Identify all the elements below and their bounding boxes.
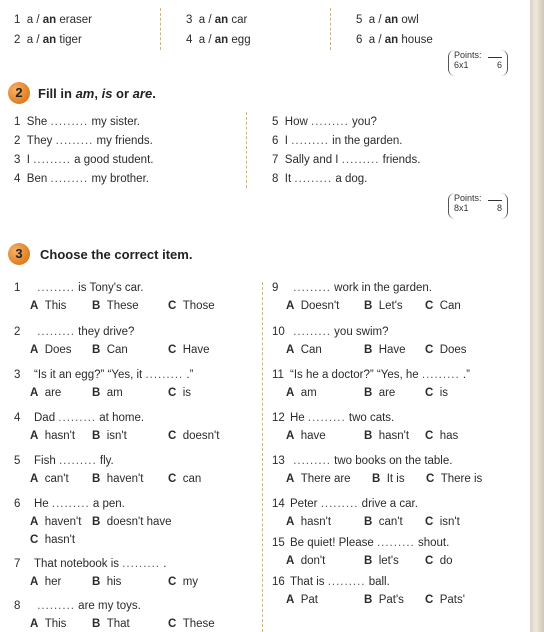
question-text: “Is he a doctor?” “Yes, he	[290, 369, 419, 381]
option-letter: C	[168, 618, 177, 630]
exercise-number-badge: 3	[8, 243, 30, 265]
question-number: 9	[272, 282, 279, 294]
ex3-option-16-c	[425, 593, 465, 607]
ex3-option-2-b	[92, 343, 128, 357]
option-letter: A	[30, 516, 39, 528]
option-letter: C	[425, 594, 434, 606]
ex3-option-14-b	[364, 515, 403, 529]
option-text: can't	[44, 473, 69, 485]
option-text: haven't	[106, 473, 144, 485]
option-text: am	[106, 387, 123, 399]
question-number: 13	[272, 455, 285, 467]
option-text: Can	[439, 300, 461, 312]
question-text: ball.	[368, 576, 390, 588]
question-text: That is	[290, 576, 325, 588]
ex3-option-9-c	[425, 299, 461, 313]
ex3-question-5	[14, 454, 114, 468]
question-text: “Is it an egg?” “Yes, it	[34, 369, 143, 381]
option-text: Pat	[300, 594, 318, 606]
option-letter: A	[286, 430, 295, 442]
ex3-option-3-a	[30, 386, 61, 400]
option-letter: B	[92, 430, 101, 442]
ex3-option-10-c	[425, 343, 467, 357]
option-letter: C	[168, 430, 177, 442]
option-letter: A	[286, 516, 295, 528]
ex2-item-3: 3 I ......... a good student.	[14, 154, 154, 166]
answer-blank: .........	[58, 455, 97, 467]
question-number: 4	[14, 412, 21, 424]
option-text: hasn't	[44, 534, 76, 546]
answer-blank: .........	[293, 282, 331, 294]
ex3-option-11-c	[425, 386, 448, 400]
question-number: 16	[272, 576, 285, 588]
option-letter: B	[364, 516, 373, 528]
ex3-option-4-b	[92, 429, 127, 443]
option-text: her	[44, 576, 62, 588]
ex3-option-12-c	[425, 429, 458, 443]
question-number: 8	[14, 600, 21, 612]
option-text: Have	[182, 344, 210, 356]
ex3-option-5-a	[30, 472, 69, 486]
option-letter: B	[364, 300, 373, 312]
column-divider	[262, 282, 263, 632]
question-text: work in the garden.	[334, 282, 432, 294]
ex3-option-6-c	[30, 533, 75, 547]
question-number: 14	[272, 498, 285, 510]
ex3-option-4-c	[168, 429, 219, 443]
ex3-option-10-b	[364, 343, 406, 357]
option-text: This	[44, 300, 67, 312]
answer-blank: .........	[37, 282, 75, 294]
ex3-question-16	[272, 575, 390, 589]
question-text: you swim?	[334, 326, 389, 338]
answer-blank: .........	[37, 600, 75, 612]
ex3-option-16-b	[364, 593, 404, 607]
option-letter: C	[30, 534, 39, 546]
question-text: drive a car.	[361, 498, 418, 510]
option-text: are	[378, 387, 396, 399]
answer-blank: .........	[293, 455, 331, 467]
question-text: That notebook is	[34, 558, 120, 570]
option-letter: C	[425, 430, 434, 442]
ex3-option-14-c	[425, 515, 460, 529]
option-letter: A	[286, 555, 295, 567]
ex3-option-7-a	[30, 575, 61, 589]
ex3-question-4	[14, 411, 144, 425]
ex3-option-11-b	[364, 386, 395, 400]
ex3-question-12	[272, 411, 394, 425]
option-letter: C	[168, 387, 177, 399]
ex3-option-8-b	[92, 617, 130, 631]
option-text: can't	[378, 516, 403, 528]
ex3-option-13-a	[286, 472, 351, 486]
ex3-option-8-c	[168, 617, 215, 631]
option-letter: C	[425, 555, 434, 567]
ex3-option-15-c	[425, 554, 453, 568]
column-divider	[160, 8, 161, 50]
ex3-option-5-b	[92, 472, 143, 486]
answer-blank: .........	[307, 412, 346, 424]
option-letter: B	[92, 576, 101, 588]
ex3-option-6-b	[92, 515, 172, 529]
answer-blank: .........	[37, 326, 75, 338]
option-text: isn't	[439, 516, 460, 528]
ex3-question-14	[272, 497, 418, 511]
option-text: There is	[440, 473, 483, 485]
answer-blank: .........	[293, 326, 331, 338]
ex2-item-1: 1 She ......... my sister.	[14, 116, 140, 128]
option-text: Pats'	[439, 594, 465, 606]
option-text: Those	[182, 300, 215, 312]
question-number: 5	[14, 455, 21, 467]
top-item-4: 4 a / an egg	[186, 34, 251, 46]
question-text: are my toys.	[78, 600, 141, 612]
ex3-question-11	[272, 368, 470, 382]
option-text: hasn't	[378, 430, 410, 442]
ex2-item-2: 2 They ......... my friends.	[14, 135, 153, 147]
ex3-option-13-c	[426, 472, 482, 486]
ex3-option-5-c	[168, 472, 201, 486]
option-text: These	[106, 300, 139, 312]
option-text: Can	[106, 344, 128, 356]
option-text: Pat's	[378, 594, 404, 606]
option-letter: C	[425, 387, 434, 399]
top-item-2: 2 a / an tiger	[14, 34, 82, 46]
question-number: 1	[14, 282, 21, 294]
answer-blank: .........	[58, 412, 97, 424]
points-box: Points: 6x1 6	[448, 50, 508, 76]
ex3-option-11-a	[286, 386, 317, 400]
answer-blank: .........	[320, 498, 359, 510]
question-text: He	[34, 498, 49, 510]
question-number: 3	[14, 369, 21, 381]
option-text: doesn't have	[106, 516, 172, 528]
question-text: Fish	[34, 455, 56, 467]
option-letter: B	[92, 387, 101, 399]
answer-blank: .........	[376, 537, 415, 549]
ex3-question-8	[14, 599, 141, 613]
answer-blank: .........	[145, 369, 184, 381]
option-letter: C	[168, 473, 177, 485]
exercise-title: Fill in am, is or are.	[38, 86, 156, 101]
option-text: my	[182, 576, 199, 588]
answer-blank: .........	[421, 369, 460, 381]
ex3-option-1-c	[168, 299, 215, 313]
option-text: There are	[300, 473, 351, 485]
option-text: let's	[378, 555, 399, 567]
option-text: have	[300, 430, 326, 442]
question-number: 7	[14, 558, 21, 570]
option-letter: B	[92, 300, 101, 312]
option-text: It is	[386, 473, 405, 485]
question-number: 12	[272, 412, 285, 424]
option-letter: A	[30, 618, 39, 630]
question-text: two books on the table.	[334, 455, 453, 467]
ex3-option-9-a	[286, 299, 339, 313]
option-letter: B	[92, 473, 101, 485]
option-letter: C	[168, 576, 177, 588]
option-text: haven't	[44, 516, 82, 528]
ex3-option-1-b	[92, 299, 139, 313]
option-letter: B	[364, 344, 373, 356]
exercise-title: Choose the correct item.	[40, 247, 193, 262]
ex2-item-5: 5 How ......... you?	[272, 116, 377, 128]
exercise-number-badge: 2	[8, 82, 30, 104]
column-divider	[330, 8, 331, 50]
option-letter: A	[286, 387, 295, 399]
option-letter: A	[286, 300, 295, 312]
question-text: a pen.	[92, 498, 125, 510]
ex3-question-9	[272, 281, 432, 295]
option-letter: A	[30, 576, 39, 588]
option-text: am	[300, 387, 317, 399]
option-text: do	[439, 555, 453, 567]
top-item-1: 1 a / an eraser	[14, 14, 92, 26]
option-letter: B	[92, 516, 101, 528]
option-text: Does	[44, 344, 72, 356]
question-number: 11	[272, 369, 284, 381]
question-text: .”	[186, 369, 194, 381]
option-letter: B	[364, 387, 373, 399]
ex3-option-7-c	[168, 575, 198, 589]
ex3-question-6	[14, 497, 125, 511]
ex3-option-9-b	[364, 299, 403, 313]
ex3-option-2-c	[168, 343, 210, 357]
ex3-option-3-c	[168, 386, 191, 400]
ex3-question-13	[272, 454, 452, 468]
option-text: isn't	[106, 430, 127, 442]
question-text: Peter	[290, 498, 318, 510]
option-text: his	[106, 576, 122, 588]
option-text: That	[106, 618, 130, 630]
question-number: 6	[14, 498, 21, 510]
option-letter: C	[168, 300, 177, 312]
question-text: .	[163, 558, 167, 570]
answer-blank: .........	[51, 498, 90, 510]
points-box: Points: 8x1 8	[448, 193, 508, 219]
option-text: hasn't	[44, 430, 76, 442]
option-letter: A	[286, 594, 295, 606]
option-text: hasn't	[300, 516, 332, 528]
ex3-question-3	[14, 368, 193, 382]
option-letter: A	[30, 344, 39, 356]
question-text: is Tony's car.	[78, 282, 144, 294]
option-letter: A	[30, 473, 39, 485]
option-text: Can	[300, 344, 322, 356]
ex3-question-1	[14, 281, 143, 295]
ex3-option-2-a	[30, 343, 72, 357]
option-text: Does	[439, 344, 467, 356]
ex3-question-7	[14, 557, 166, 571]
ex2-item-7: 7 Sally and I ......... friends.	[272, 154, 421, 166]
top-item-6: 6 a / an house	[356, 34, 433, 46]
question-text: at home.	[99, 412, 145, 424]
option-letter: A	[286, 473, 295, 485]
option-text: is	[439, 387, 449, 399]
option-text: has	[439, 430, 459, 442]
option-text: Let's	[378, 300, 403, 312]
option-text: don't	[300, 555, 326, 567]
option-letter: C	[425, 516, 434, 528]
ex3-option-3-b	[92, 386, 123, 400]
ex3-option-13-b	[372, 472, 405, 486]
option-letter: B	[372, 473, 381, 485]
ex3-option-12-a	[286, 429, 326, 443]
ex3-option-7-b	[92, 575, 121, 589]
option-letter: B	[92, 618, 101, 630]
ex3-option-15-b	[364, 554, 399, 568]
ex3-option-8-a	[30, 617, 66, 631]
top-item-5: 5 a / an owl	[356, 14, 419, 26]
ex3-question-10	[272, 325, 389, 339]
ex3-option-10-a	[286, 343, 322, 357]
answer-blank: .........	[327, 576, 366, 588]
option-text: These	[182, 618, 215, 630]
ex3-question-2	[14, 325, 134, 339]
option-letter: B	[364, 555, 373, 567]
column-divider	[246, 112, 247, 188]
question-number: 15	[272, 537, 285, 549]
option-text: are	[44, 387, 62, 399]
question-text: they drive?	[78, 326, 135, 338]
page-edge	[530, 0, 544, 632]
ex3-question-15	[272, 536, 449, 550]
question-text: Be quiet! Please	[290, 537, 374, 549]
ex3-option-12-b	[364, 429, 409, 443]
ex3-option-6-a	[30, 515, 81, 529]
option-letter: C	[168, 344, 177, 356]
ex2-item-8: 8 It ......... a dog.	[272, 173, 368, 185]
ex3-option-14-a	[286, 515, 331, 529]
answer-blank: .........	[122, 558, 160, 570]
question-text: Dad	[34, 412, 56, 424]
option-letter: A	[286, 344, 295, 356]
question-text: .”	[462, 369, 470, 381]
option-text: can	[182, 473, 202, 485]
ex3-option-15-a	[286, 554, 325, 568]
option-text: is	[182, 387, 192, 399]
option-text: Have	[378, 344, 406, 356]
option-letter: A	[30, 300, 39, 312]
option-text: This	[44, 618, 67, 630]
option-letter: A	[30, 430, 39, 442]
ex3-option-4-a	[30, 429, 75, 443]
question-text: two cats.	[348, 412, 395, 424]
option-letter: A	[30, 387, 39, 399]
question-text: fly.	[99, 455, 114, 467]
option-letter: C	[425, 300, 434, 312]
option-letter: C	[425, 344, 434, 356]
ex2-item-4: 4 Ben ......... my brother.	[14, 173, 149, 185]
option-text: doesn't	[182, 430, 220, 442]
option-letter: B	[364, 430, 373, 442]
question-text: shout.	[417, 537, 450, 549]
top-item-3: 3 a / an car	[186, 14, 248, 26]
option-letter: C	[426, 473, 435, 485]
option-letter: B	[364, 594, 373, 606]
ex2-item-6: 6 I ......... in the garden.	[272, 135, 403, 147]
ex3-option-1-a	[30, 299, 66, 313]
question-text: He	[290, 412, 305, 424]
question-number: 10	[272, 326, 285, 338]
question-number: 2	[14, 326, 21, 338]
option-text: Doesn't	[300, 300, 340, 312]
ex3-option-16-a	[286, 593, 318, 607]
option-letter: B	[92, 344, 101, 356]
